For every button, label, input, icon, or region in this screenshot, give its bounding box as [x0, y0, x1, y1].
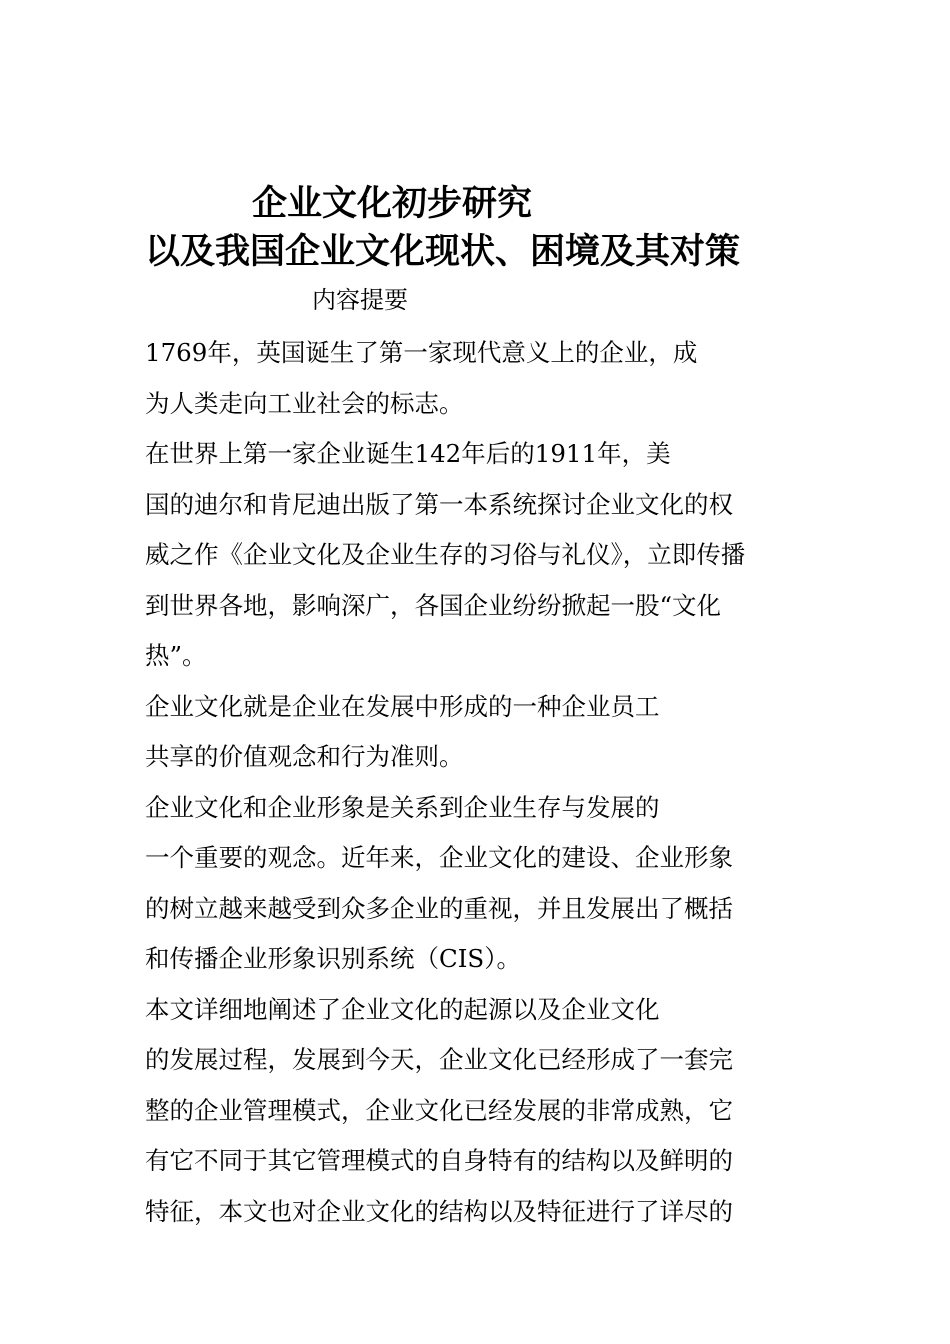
body-line: 到世界各地，影响深广，各国企业纷纷掀起一股“文化: [145, 590, 722, 620]
body-line: 一个重要的观念。近年来，企业文化的建设、企业形象: [145, 843, 733, 872]
title-line-1: 企业文化初步研究: [252, 183, 533, 224]
title-line-2: 以及我国企业文化现状、困境及其对策: [145, 231, 741, 272]
body-line: 整的企业管理模式，企业文化已经发展的非常成熟，它: [145, 1095, 733, 1125]
body-line: 威之作《企业文化及企业生存的习俗与礼仪》，立即传播: [145, 540, 746, 569]
body-line: 企业文化和企业形象是关系到企业生存与发展的: [145, 792, 660, 822]
body-line: 和传播企业形象识别系统（CIS）。: [145, 944, 521, 973]
body-line: 国的迪尔和肯尼迪出版了第一本系统探讨企业文化的权: [145, 489, 733, 519]
body-line: 1769年，英国诞生了第一家现代意义上的企业，成: [145, 338, 698, 367]
abstract-heading: 内容提要: [312, 286, 408, 314]
body-line: 为人类走向工业社会的标志。: [145, 388, 464, 418]
body-line: 热”。: [145, 641, 207, 670]
body-line: 本文详细地阐述了企业文化的起源以及企业文化: [145, 994, 660, 1024]
body-line: 的发展过程，发展到今天，企业文化已经形成了一套完: [145, 1045, 733, 1074]
body-line: 有它不同于其它管理模式的自身特有的结构以及鲜明的: [145, 1146, 733, 1175]
body-line: 共享的价值观念和行为准则。: [145, 742, 464, 771]
body-line: 的树立越来越受到众多企业的重视，并且发展出了概括: [145, 893, 733, 923]
body-line: 在世界上第一家企业诞生142年后的1911年，美: [145, 439, 671, 468]
abstract-body: [145, 333, 825, 1242]
body-line: 企业文化就是企业在发展中形成的一种企业员工: [145, 691, 660, 721]
body-line: 特征，本文也对企业文化的结构以及特征进行了详尽的: [145, 1196, 733, 1226]
